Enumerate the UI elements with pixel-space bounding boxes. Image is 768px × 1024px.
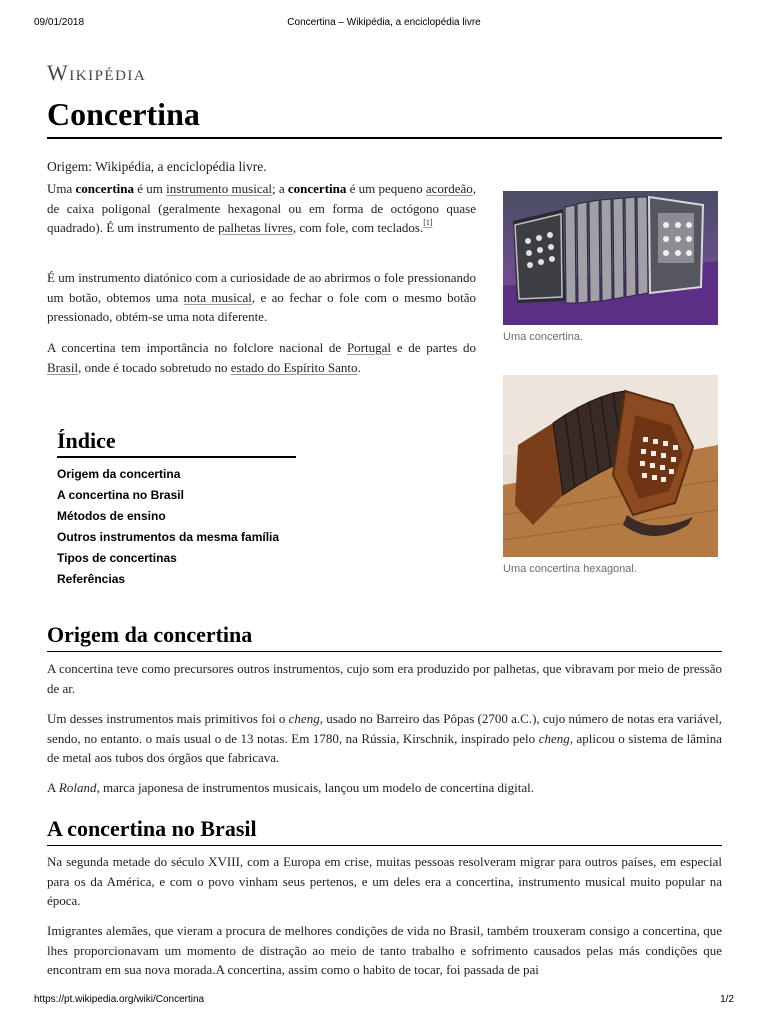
origem-paragraph-1: A concertina teve como precursores outros instrumentos, cujo som era produzido por palhetas, que vibravam por meio de pressão de ar. xyxy=(47,661,722,696)
toc-list xyxy=(57,464,296,590)
hexagonal-concertina-illustration xyxy=(503,375,718,557)
link-brasil[interactable]: Brasil xyxy=(47,359,79,375)
toc-item-referencias[interactable]: Referências xyxy=(57,572,126,586)
section-heading-brasil: A concertina no Brasil xyxy=(47,816,722,846)
origem-paragraph-2: Um desses instrumentos mais primitivos foi o cheng, usado no Barreiro das Pôpas (2700 a.C.), cujo número de notas era variável, sendo, no entanto. o mais usual o de 13 notas. Em 1780, na Rússia, Kirschnik, inspirado pelo cheng, aplicou o sistema de lâmina de metal aos tubos dos órgãos que fabricava. xyxy=(47,711,722,765)
toc-title: Índice xyxy=(57,428,296,458)
figure-caption: Uma concertina. xyxy=(503,331,584,343)
print-page-number: 1/2 xyxy=(720,994,734,1005)
print-doc-title: Concertina – Wikipédia, a enciclopédia livre xyxy=(287,17,481,28)
link-acordeao[interactable]: acordeão xyxy=(425,181,473,196)
toc-item-outros-instrumentos[interactable]: Outros instrumentos da mesma família xyxy=(57,530,280,544)
origin-line: Origem: Wikipédia, a enciclopédia livre. xyxy=(47,159,267,174)
link-instrumento-musical[interactable]: instrumento musical xyxy=(166,181,272,196)
hexagonal-concertina-photo[interactable] xyxy=(503,375,718,557)
figure-concertina xyxy=(503,191,718,343)
wikipedia-logo[interactable]: Wikipédia xyxy=(47,60,147,85)
section-heading-origem: Origem da concertina xyxy=(47,622,722,652)
intro-paragraph-3: A concertina tem importância no folclore nacional de Portugal e de partes do Brasil, onde é tocado sobretudo no estado do Espírito Santo. xyxy=(47,340,476,375)
figure-concertina-hexagonal xyxy=(503,375,718,575)
print-url: https://pt.wikipedia.org/wiki/Concertina xyxy=(34,994,205,1005)
reference-link[interactable]: [1] xyxy=(423,218,433,227)
intro-paragraph-1: Uma concertina é um instrumento musical; a concertina é um pequeno acordeão, de caixa poligonal (geralmente hexagonal ou em forma de octógono quase quadrado). É um instrumento de palhetas livres, com fole, com teclados.[1] xyxy=(47,181,476,235)
intro-paragraph-2: É um instrumento diatónico com a curiosidade de ao abrirmos o fole pressionando um botão, obtemos uma nota musical, e ao fechar o fole com o mesmo botão pressionado, obtém-se uma nota diferente. xyxy=(47,270,476,324)
print-footer xyxy=(0,994,768,1008)
brasil-paragraph-2: Imigrantes alemães, que vieram a procura de melhores condições de vida no Brasil, também trouxeram consigo a concertina, que lhes proporcionavam um momento de distração ao meio de tanto trabalho e sofrimento causados pelas más condições que encontram em sua nova morada.A concertina, assim como o habito de tocar, foi passada de pai xyxy=(47,923,722,977)
print-date: 09/01/2018 xyxy=(34,17,85,28)
figure-caption: Uma concertina hexagonal. xyxy=(503,563,637,575)
table-of-contents xyxy=(57,428,296,590)
toc-item-metodos[interactable]: Métodos de ensino xyxy=(57,509,166,523)
print-header xyxy=(0,17,768,31)
concertina-photo[interactable] xyxy=(503,191,718,325)
toc-item-origem[interactable]: Origem da concertina xyxy=(57,467,181,481)
toc-item-brasil[interactable]: A concertina no Brasil xyxy=(57,488,184,502)
concertina-illustration xyxy=(503,191,718,325)
toc-item-tipos[interactable]: Tipos de concertinas xyxy=(57,551,177,565)
link-estado-espirito-santo[interactable]: estado do Espírito Santo xyxy=(230,359,358,375)
bold-term: concertina xyxy=(287,181,347,196)
bold-term: concertina xyxy=(75,181,135,196)
link-portugal[interactable]: Portugal xyxy=(346,340,391,355)
title-divider xyxy=(47,137,722,139)
page-title: Concertina xyxy=(47,96,200,132)
brasil-paragraph-1: Na segunda metade do século XVIII, com a Europa em crise, muitas pessoas resolveram migrar para outros países, em especial para os da América, e com o povo vinham seus pertenos, e um deles era a concertina, instrumento musical muito popular na época. xyxy=(47,854,722,908)
origem-paragraph-3: A Roland, marca japonesa de instrumentos musicais, lançou um modelo de concertina digital. xyxy=(47,780,535,795)
link-nota-musical[interactable]: nota musical xyxy=(183,289,252,305)
link-palhetas-livres[interactable]: palhetas livres xyxy=(218,220,293,235)
